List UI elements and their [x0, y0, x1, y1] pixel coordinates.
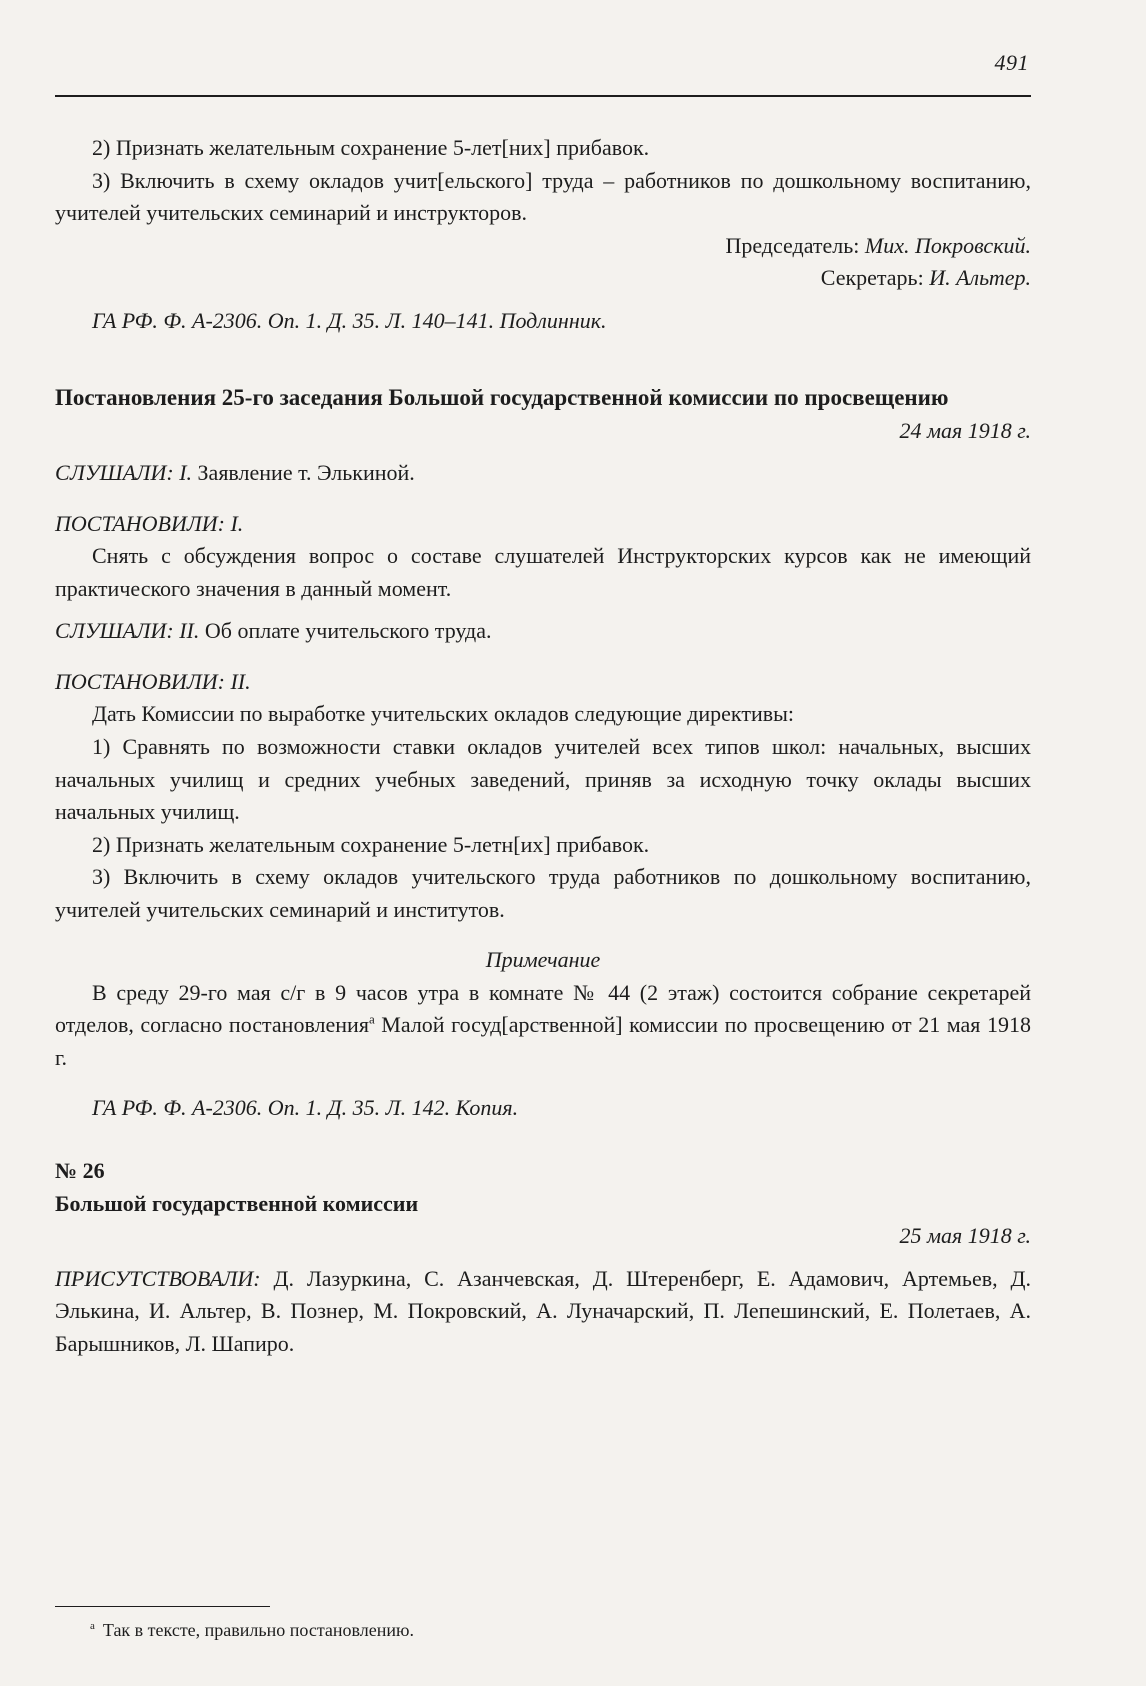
attendees-label: ПРИСУТСТВОВАЛИ: — [55, 1265, 261, 1291]
heard-label: СЛУШАЛИ: II. — [55, 618, 200, 644]
footnote-rule — [55, 1606, 270, 1607]
resolved-label: ПОСТАНОВИЛИ: II. — [55, 668, 251, 694]
header-rule — [55, 95, 1031, 97]
resolution-item: 2) Признать желательным сохранение 5-летн[их] прибавок. — [92, 831, 650, 857]
resolution-text: Дать Комиссии по выработке учительских окладов следующие директивы: — [92, 701, 795, 727]
footnote-ref: а — [368, 1012, 375, 1028]
signature-role: Секретарь: — [820, 265, 924, 291]
signature-name: Мих. Покровский. — [864, 232, 1031, 258]
archive-source: ГА РФ. Ф. А-2306. Оп. 1. Д. 35. Л. 140–141. Подлинник. — [92, 307, 607, 333]
signature-secretary — [55, 262, 1031, 295]
signature-role: Председатель: — [725, 232, 860, 258]
resolution-item: 1) Сравнять по возможности ставки окладов учителей всех типов школ: начальных, высших начальных училищ и средних учебных заведений, приняв за исходную точку оклады высших начальных училищ. — [55, 734, 1031, 825]
document-date: 24 мая 1918 г. — [899, 417, 1031, 443]
footnote-mark: а — [90, 1620, 95, 1632]
attendees — [55, 1263, 1031, 1361]
heard-item — [55, 457, 1031, 490]
document-title: Большой государственной комиссии — [55, 1190, 419, 1216]
footnote-text: Так в тексте, правильно постановлению. — [102, 1620, 414, 1640]
heard-text: Об оплате учительского труда. — [204, 618, 492, 644]
heard-text: Заявление т. Элькиной. — [197, 460, 415, 486]
resolution-item: 3) Включить в схему окладов учительского труда работников по дошкольному воспитанию, учителей учительских семинарий и институтов. — [55, 864, 1031, 922]
note-title: Примечание — [485, 947, 601, 973]
heard-label: СЛУШАЛИ: I. — [55, 460, 193, 486]
page-body — [55, 132, 1031, 1360]
note-text: В среду 29-го мая с/г в 9 часов утра в комнате № 44 (2 этаж) состоится собрание секретарей отделов, согласно постановления$^а$ Малой госуд[арственной] комиссии по просвещению от 21 мая 1918 г. — [55, 979, 1031, 1070]
archive-source: ГА РФ. Ф. А-2306. Оп. 1. Д. 35. Л. 142. Копия. — [92, 1095, 519, 1121]
document-number: № 26 — [55, 1158, 105, 1184]
resolution-text: Снять с обсуждения вопрос о составе слушателей Инструкторских курсов как не имеющий практического значения в данный момент. — [55, 543, 1031, 601]
heard-item — [55, 615, 1031, 648]
signature-name: И. Альтер. — [929, 265, 1031, 291]
page-number: 491 — [994, 50, 1029, 75]
section-heading: Постановления 25-го заседания Большой государственной комиссии по просвещению — [55, 385, 949, 411]
footnote — [90, 1620, 414, 1641]
paragraph: 3) Включить в схему окладов учит[ельского] труда – работников по дошкольному воспитанию, учителей учительских семинарий и инструкторов. — [55, 167, 1031, 226]
attendees-list: Д. Лазуркина, С. Азанчевская, Д. Штеренберг, Е. Адамович, Артемьев, Д. Элькина, И. Альтер, В. Познер, М. Покровский, А. Луначарский, П. Лепешинский, Е. Полетаев, А. Барышников, Л. Шапиро. — [55, 1265, 1031, 1356]
resolved-label: ПОСТАНОВИЛИ: I. — [55, 510, 244, 536]
document-date: 25 мая 1918 г. — [899, 1223, 1031, 1249]
signature-chair — [55, 230, 1031, 263]
paragraph: 2) Признать желательным сохранение 5-лет[них] прибавок. — [92, 135, 650, 160]
